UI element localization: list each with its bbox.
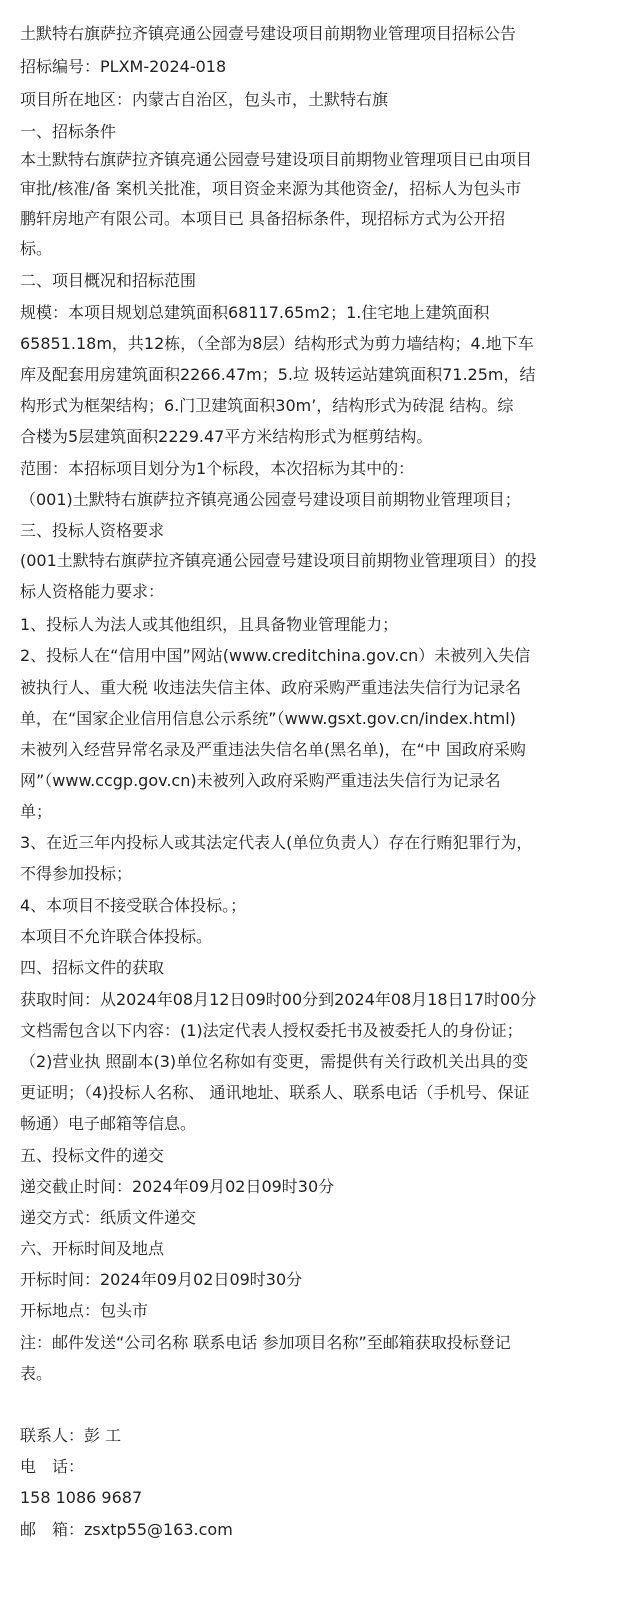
paragraph-line: （2)营业执 照副本(3)单位名称如有变更，需提供有关行政机关出具的变 <box>20 1052 529 1071</box>
paragraph-line: 本土默特右旗萨拉齐镇亮通公园壹号建设项目前期物业管理项目已由项目 <box>20 150 533 169</box>
acquisition-time: 获取时间：从2024年08月12日09时00分到2024年08月18日17时00分 <box>20 990 537 1009</box>
paragraph-line: 本项目不允许联合体投标。 <box>20 927 213 946</box>
submission-method: 递交方式：纸质文件递交 <box>20 1208 197 1227</box>
blank-line <box>20 1394 610 1416</box>
project-region: 项目所在地区：内蒙古自治区，包头市，土默特右旗 <box>20 90 389 109</box>
paragraph-line: 鹏轩房地产有限公司。本项目已 具备招标条件，现招标方式为公开招 <box>20 209 506 228</box>
opening-time: 开标时间：2024年09月02日09时30分 <box>20 1270 303 1289</box>
phone-number: 158 1086 9687 <box>20 1488 143 1507</box>
submission-deadline: 递交截止时间：2024年09月02日09时30分 <box>20 1177 335 1196</box>
requirement-item: 3、在近三年内投标人或其法定代表人(单位负责人）存在行贿犯罪行为， <box>20 833 533 852</box>
paragraph-line: 更证明；（4)投标人名称、 通讯地址、联系人、联系电话（手机号、保证 <box>20 1083 530 1102</box>
paragraph-line: 文档需包含以下内容：(1)法定代表人授权委托书及被委托人的身份证； <box>20 1021 523 1040</box>
section-heading-6: 六、开标时间及地点 <box>20 1239 165 1258</box>
paragraph-line: 单； <box>20 802 53 821</box>
paragraph-line: 单，在“国家企业信用信息公示系统”（www.gsxt.gov.cn/index.html) <box>20 709 516 728</box>
paragraph-line: 表。 <box>20 1364 53 1383</box>
paragraph-line: 网”（www.ccgp.gov.cn)未被列入政府采购严重违法失信行为记录名 <box>20 771 501 790</box>
paragraph-line: (001土默特右旗萨拉齐镇亮通公园壹号建设项目前期物业管理项目）的投 <box>20 551 537 570</box>
email-line: 邮 箱：zsxtp55@163.com <box>20 1520 233 1539</box>
paragraph-line: 标人资格能力要求： <box>20 582 165 601</box>
phone-label: 电 话： <box>20 1457 85 1476</box>
paragraph-line: 未被列入经营异常名录及严重违法失信名单(黑名单)，在“中 国政府采购 <box>20 740 526 759</box>
requirement-item: 1、投标人为法人或其他组织，且具备物业管理能力； <box>20 615 399 634</box>
paragraph-line: 标。 <box>20 239 53 258</box>
doc-title: 土默特右旗萨拉齐镇亮通公园壹号建设项目前期物业管理项目招标公告 <box>20 24 517 43</box>
paragraph-line: 不得参加投标； <box>20 864 133 883</box>
paragraph-line: 审批/核准/备 案机关批准，项目资金来源为其他资金/，招标人为包头市 <box>20 179 522 198</box>
section-heading-4: 四、招标文件的获取 <box>20 958 165 977</box>
opening-location: 开标地点：包头市 <box>20 1301 149 1320</box>
section-heading-5: 五、投标文件的递交 <box>20 1146 165 1165</box>
scope-line: 范围：本招标项目划分为1个标段，本次招标为其中的： <box>20 459 415 478</box>
paragraph-line: 规模：本项目规划总建筑面积68117.65m2；1.住宅地上建筑面积 <box>20 303 490 322</box>
section-heading-2: 二、项目概况和招标范围 <box>20 271 197 290</box>
paragraph-line: 畅通）电子邮箱等信息。 <box>20 1114 197 1133</box>
paragraph-line: 65851.18m，共12栋，（全部为8层）结构形式为剪力墙结构；4.地下车 <box>20 334 534 353</box>
scope-lot-line: （001)土默特右旗萨拉齐镇亮通公园壹号建设项目前期物业管理项目； <box>20 490 521 509</box>
section-heading-1: 一、招标条件 <box>20 122 117 141</box>
paragraph-line: 构形式为框架结构；6.门卫建筑面积30m’，结构形式为砖混 结构。综 <box>20 396 514 415</box>
paragraph-line: 库及配套用房建筑面积2266.47m；5.垃 圾转运站建筑面积71.25m，结 <box>20 365 536 384</box>
paragraph-line: 被执行人、重大税 收违法失信主体、政府采购严重违法失信行为记录名 <box>20 678 522 697</box>
note-line: 注：邮件发送“公司名称 联系电话 参加项目名称”至邮箱获取投标登记 <box>20 1333 511 1352</box>
requirement-item: 2、投标人在“信用中国”网站(www.creditchina.gov.cn）未被列入失信 <box>20 646 531 665</box>
tender-number: 招标编号：PLXM-2024-018 <box>20 57 227 76</box>
section-heading-3: 三、投标人资格要求 <box>20 521 165 540</box>
paragraph-line: 合楼为5层建筑面积2229.47平方米结构形式为框剪结构。 <box>20 427 433 446</box>
contact-person: 联系人：彭 工 <box>20 1426 122 1445</box>
requirement-item: 4、本项目不接受联合体投标。； <box>20 896 247 915</box>
